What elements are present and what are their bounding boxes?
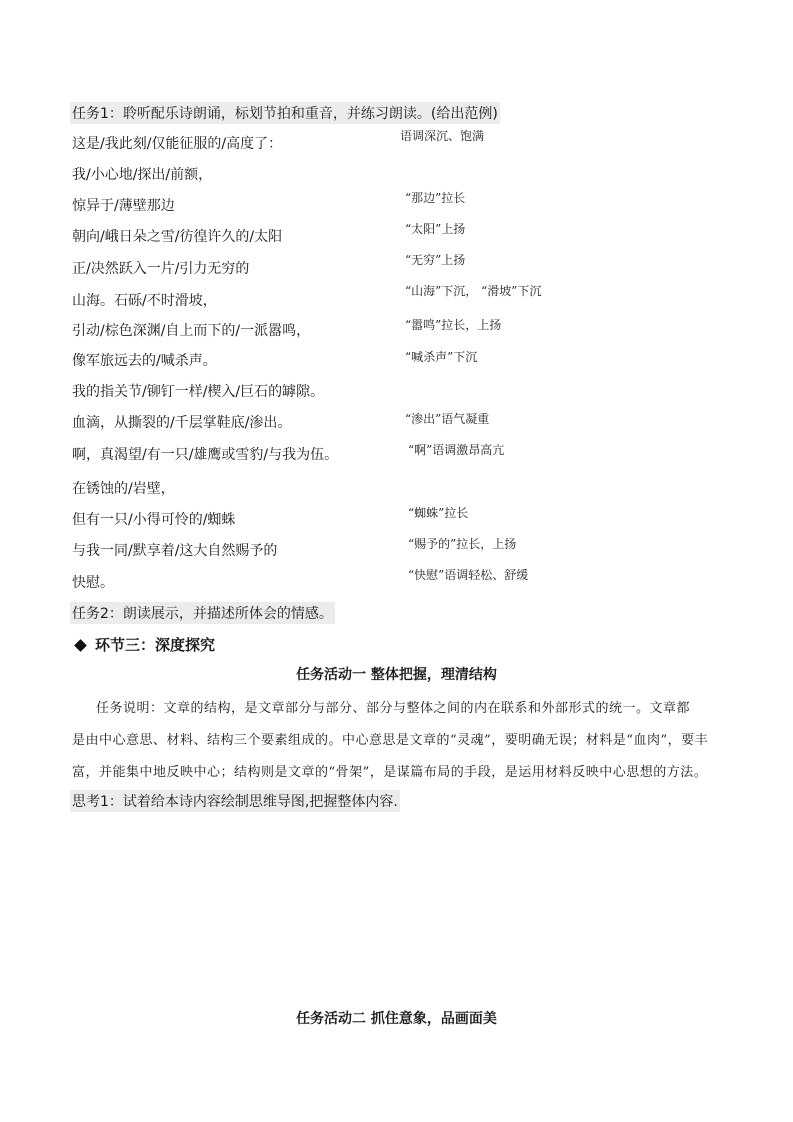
poem-line-13: 但有一只/小得可怜的/蜘蛛	[72, 512, 236, 528]
activity1-title: 任务活动一 整体把握，理清结构	[296, 667, 497, 683]
task1-heading: 任务1：聆听配乐诗朗诵，标划节拍和重音，并练习朗读。(给出范例)	[70, 102, 500, 124]
poem-note-3: “那边”拉长	[405, 191, 466, 205]
poem-note-1: 语调深沉、饱满	[400, 129, 485, 143]
diamond-bullet-icon	[74, 639, 87, 652]
task2-heading: 任务2：朗读展示，并描述所体会的情感。	[70, 602, 335, 624]
poem-line-11: 啊，真渴望/有一只/雄鹰或雪豹/与我为伍。	[72, 447, 339, 463]
section-title: 环节三：深度探究	[95, 636, 216, 654]
poem-line-8: 像军旅远去的/喊杀声。	[72, 353, 217, 369]
explanation-line-1: 任务说明：文章的结构，是文章部分与部分、部分与整体之间的内在联系和外部形式的统一。文章都	[96, 701, 691, 716]
activity2-title: 任务活动二 抓住意象，品画面美	[296, 1011, 497, 1027]
poem-note-5: “无穷”上扬	[405, 253, 466, 267]
explanation-line-3: 富，并能集中地反映中心；结构则是文章的“骨架”，是谋篇布局的手段，是运用材料反映中心思想的方法。	[72, 765, 708, 780]
poem-note-11: “啊”语调激昂高亢	[408, 443, 505, 457]
poem-note-7: “嚣鸣”拉长，上扬	[405, 318, 502, 332]
poem-line-2: 我/小心地/探出/前额，	[72, 167, 213, 183]
poem-note-6: “山海”下沉， “滑坡”下沉	[405, 284, 542, 298]
poem-note-10: “渗出”语气凝重	[405, 412, 490, 426]
poem-line-3: 惊异于/薄壁那边	[72, 198, 175, 214]
poem-line-1: 这是/我此刻/仅能征服的/高度了：	[72, 136, 283, 152]
poem-line-12: 在锈蚀的/岩壁，	[72, 481, 175, 497]
poem-line-9: 我的指关节/铆钉一样/楔入/巨石的罅隙。	[72, 384, 325, 400]
poem-line-15: 快慰。	[72, 575, 114, 591]
poem-line-6: 山海。石砾/不时滑坡，	[72, 293, 217, 309]
think1-prompt: 思考1：试着给本诗内容绘制思维导图,把握整体内容.	[70, 790, 400, 812]
poem-note-4: “太阳”上扬	[405, 222, 466, 236]
poem-line-4: 朝向/峨日朵之雪/彷徨许久的/太阳	[72, 229, 283, 245]
poem-line-10: 血滴，从撕裂的/千层掌鞋底/渗出。	[72, 415, 292, 431]
poem-line-7: 引动/棕色深渊/自上而下的/一派嚣鸣，	[72, 323, 311, 339]
poem-line-5: 正/决然跃入一片/引力无穷的	[72, 261, 250, 277]
poem-note-13: “蜘蛛”拉长	[408, 506, 469, 520]
poem-line-14: 与我一同/默享着/这大自然赐予的	[72, 543, 278, 559]
poem-note-14: “赐予的”拉长，上扬	[408, 537, 517, 551]
poem-note-8: “喊杀声”下沉	[405, 350, 478, 364]
explanation-line-2: 是由中心意思、材料、结构三个要素组成的。中心意思是文章的“灵魂”，要明确无误；材料是“血肉”，要丰	[72, 733, 709, 748]
poem-note-15: “快慰”语调轻松、舒缓	[408, 568, 529, 582]
section-heading	[72, 634, 215, 655]
